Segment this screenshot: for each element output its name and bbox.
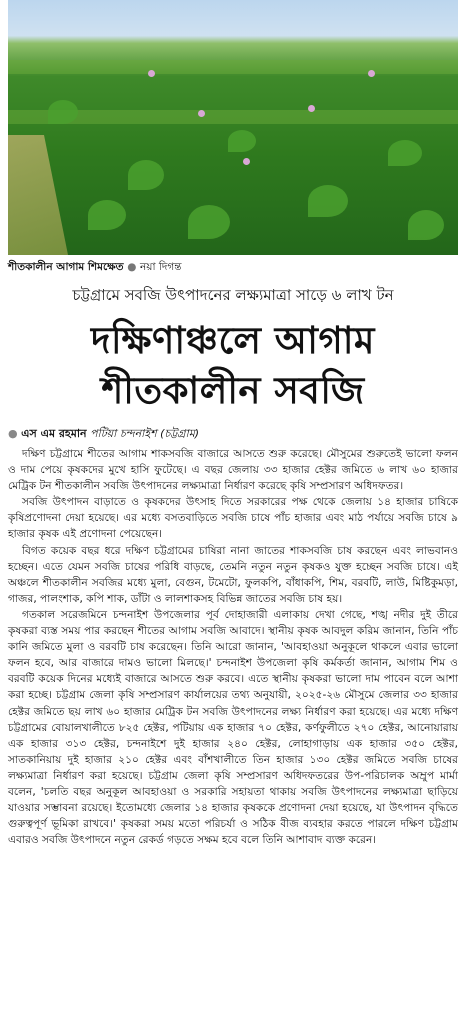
paragraph: বিগত কয়েক বছর ধরে দক্ষিণ চট্টগ্রামের চাষিরা নানা জাতের শাকসবজি চাষ করছেন এবং লাভবানও হচ্ছেন। এতে যেমন সবজি চাষের পরিধি বাড়ছে, তেমনি নতুন নতুন কৃষকও যুক্ত হচ্ছেন সবজি চাষে। এই অঞ্চলে শীতকালীন সবজির মধ্যে মুলা, বেগুন, টমেটো, ফুলকপি, বাঁধাকপি, শিম, বরবটি, লাউ, মিষ্টিকুমড়া, গাজর, পালংশাক, কপি শাক, ডাঁটা ও লালশাকসহ বিভিন্ন জাতের সবজি চাষ হয়।	[8, 544, 458, 605]
caption-credit: নয়া দিগন্ত	[140, 261, 182, 273]
kicker: চট্টগ্রামে সবজি উৎপাদনের লক্ষ্যমাত্রা সাড়ে ৬ লাখ টন	[72, 286, 394, 304]
headline-line2: শীতকালীন সবজি	[101, 369, 365, 412]
caption-separator: ●	[127, 261, 137, 273]
byline-bullet: ●	[8, 427, 18, 440]
byline	[8, 425, 199, 444]
headline	[0, 316, 466, 416]
caption-text: শীতকালীন আগাম শিমক্ষেত	[8, 261, 124, 273]
byline-place: পটিয়া চন্দনাইশ (চট্টগ্রাম)	[90, 427, 200, 440]
article-body	[8, 446, 458, 848]
byline-name: এস এম রহমান	[21, 427, 87, 440]
paragraph: দক্ষিণ চট্টগ্রামে শীতের আগাম শাকসবজি বাজারে আসতে শুরু করেছে। মৌসুমের শুরুতেই ভালো ফলন ও দাম পেয়ে কৃষকদের মুখে হাসি ফুটেছে। এ বছর জেলায় ৩৩ হাজার হেক্টর জমিতে ৬ লাখ ৬০ হাজার মেট্রিক টন শীতকালীন সবজি উৎপাদনের লক্ষ্যমাত্রা নির্ধারণ করেছে কৃষি সম্প্রসারণ অধিদফতর।	[8, 448, 458, 493]
headline-line1: দক্ষিণাঞ্চলে আগাম	[91, 319, 375, 362]
paragraph: সবজি উৎপাদন বাড়াতে ও কৃষকদের উৎসাহ দিতে সরকারের পক্ষ থেকে জেলায় ১৪ হাজার চাষিকে কৃষিপ্রণোদনা দেয়া হয়েছে। এর মধ্যে বসতবাড়িতে সবজি চাষে পাঁচ হাজার এবং মাঠ পর্যায়ে সবজি চাষে ৯ হাজার কৃষক এই প্রণোদনা পেয়েছেন।	[8, 496, 458, 541]
paragraph: গতকাল সরেজমিনে চন্দনাইশ উপজেলার পূর্ব দোহাজারী এলাকায় দেখা গেছে, শঙ্খ নদীর দুই তীরে কৃষকরা ব্যস্ত সময় পার করছেন শীতের আগাম সবজি আবাদে। স্থানীয় কৃষক আবদুল করিম জানান, তিনি পাঁচ কানি জমিতে মুলা ও বরবটি চাষ করেছেন। তিনি আরো জানান, 'আবহাওয়া অনুকূলে থাকলে এবার ভালো ফলন হবে, আর বাজারে দামও ভালো মিলছে।' চন্দনাইশ উপজেলা কৃষি কর্মকর্তা জানান, আগাম শিম ও বরবটি কয়েক দিনের মধ্যেই বাজারে আসতে শুরু করবে। এতে স্থানীয় কৃষকরা ভালো দাম পাবেন বলে আশা করা হচ্ছে। চট্টগ্রাম জেলা কৃষি সম্প্রসারণ কার্যালয়ের তথ্য অনুযায়ী, ২০২৫-২৬ মৌসুমে জেলার ৩৩ হাজার হেক্টর জমিতে ছয় লাখ ৬০ হাজার মেট্রিক টন সবজি উৎপাদনের লক্ষ্য নির্ধারণ করা হয়েছে। এর মধ্যে দক্ষিণ চট্টগ্রামের বোয়ালখালীতে ৮২৫ হেক্টর, পটিয়ায় এক হাজার ৭০ হেক্টর, কর্ণফুলীতে ২৭০ হেক্টর, আনোয়ারায় এক হাজার ৩১৩ হেক্টর, চন্দনাইশে দুই হাজার ২৪০ হেক্টর, লোহাগাড়ায় এক হাজার ৩৫০ হেক্টর, সাতকানিয়ায় দুই হাজার ২১০ হেক্টর এবং বাঁশখালীতে তিন হাজার ১৩০ হেক্টর জমিতে সবজি চাষের লক্ষ্যমাত্রা নির্ধারণ করা হয়েছে। চট্টগ্রাম জেলা কৃষি সম্প্রসারণ অধিদফতরের উপ-পরিচালক অম্রুপ মার্মা বলেন, 'চলতি বছর অনুকূল আবহাওয়া ও সরকারি সহায়তা থাকায় সবজি উৎপাদনের লক্ষ্যমাত্রা ছাড়িয়ে যাওয়ার সম্ভাবনা রয়েছে। ইতোমধ্যে জেলার ১৪ হাজার কৃষককে প্রণোদনা দেয়া হয়েছে, যা উৎপাদন বৃদ্ধিতে গুরুত্বপূর্ণ ভূমিকা রাখবে।' কৃষকরা সময় মতো পরিচর্যা ও সঠিক বীজ ব্যবহার করতে পারলে দক্ষিণ চট্টগ্রাম এবারও সবজি উৎপাদনে নতুন রেকর্ড গড়তে সক্ষম হবে বলে তিনি আশাবাদ ব্যক্ত করেন।	[8, 608, 458, 847]
photo-caption	[8, 260, 182, 277]
field-photo	[8, 0, 458, 255]
